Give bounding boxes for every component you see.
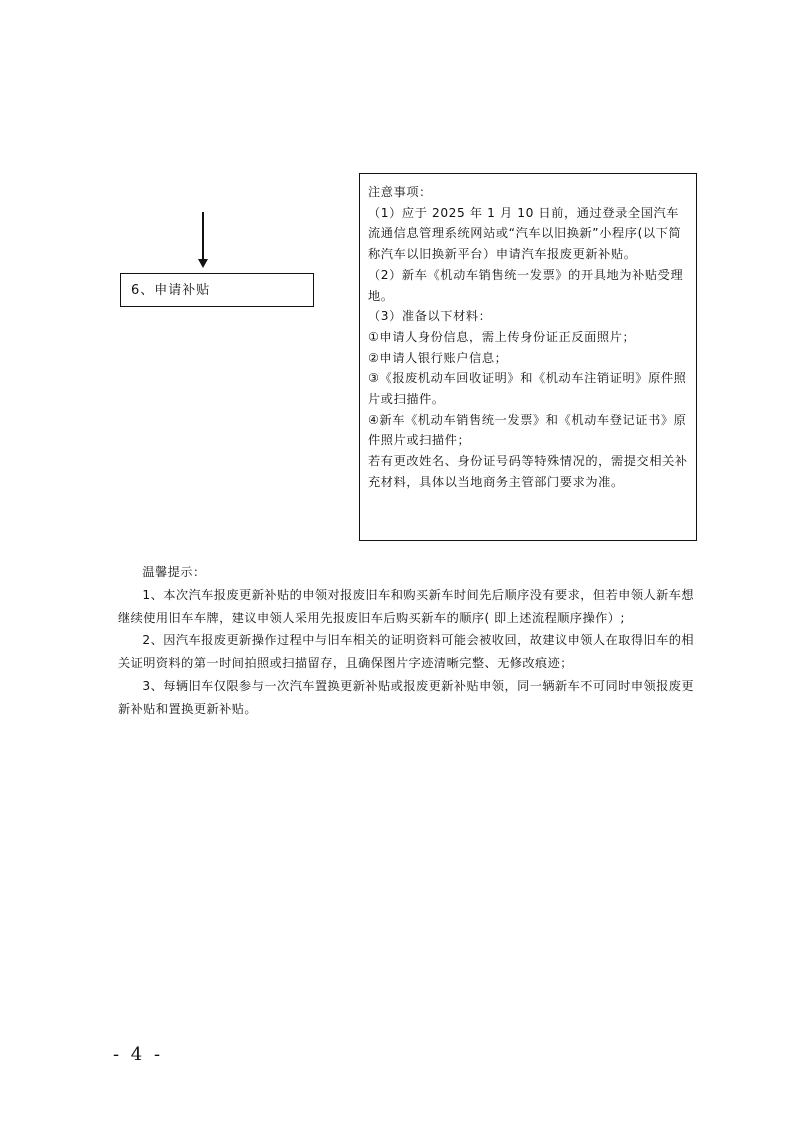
tips-title: 温馨提示：: [142, 565, 206, 579]
flow-arrow-line: [202, 212, 204, 262]
notes-item-2: （2）新车《机动车销售统一发票》的开具地为补贴受理地。: [368, 267, 684, 303]
notes-item-3: （3）准备以下材料：: [368, 309, 492, 324]
flow-step-apply-subsidy: [120, 273, 314, 307]
down-arrow-icon: [198, 259, 208, 268]
notes-title: 注意事项：: [368, 185, 432, 199]
material-item-4: ④新车《机动车销售统一发票》和《机动车登记证书》原件照片或扫描件；: [368, 412, 687, 448]
notes-item-1: （1）应于 2025 年 1 月 10 日前，通过登录全国汽车流通信息管理系统网站或“汽车以旧换新”小程序(以下简称汽车以旧换新平台）申请汽车报废更新补贴。: [368, 205, 682, 262]
tip-item-1: 1、本次汽车报废更新补贴的申领对报废旧车和购买新车时间先后顺序没有要求，但若申领人新车想继续使用旧车车牌，建议申领人采用先报废旧车后购买新车的顺序( 即上述流程顺序操作）;: [118, 587, 695, 625]
material-item-2: ②申请人银行账户信息；: [368, 350, 508, 365]
notes-panel: [359, 173, 697, 541]
tip-item-2: 2、因汽车报废更新操作过程中与旧车相关的证明资料可能会被收回，故建议申领人在取得旧车的相关证明资料的第一时间拍照或扫描留存，且确保图片字迹清晰完整、无修改痕迹；: [118, 633, 695, 671]
material-item-1: ①申请人身份信息，需上传身份证正反面照片；: [368, 329, 636, 344]
material-item-3: ③《报废机动车回收证明》和《机动车注销证明》原件照片或扫描件。: [368, 371, 687, 407]
notes-special-case: 若有更改姓名、身份证号码等特殊情况的，需提交相关补充材料，具体以当地商务主管部门要求为准。: [368, 454, 688, 489]
tips-section: [118, 561, 696, 721]
tip-item-3: 3、每辆旧车仅限参与一次汽车置换更新补贴或报废更新补贴申领，同一辆新车不可同时申领报废更新补贴和置换更新补贴。: [118, 678, 695, 716]
page-number: - 4 -: [113, 1044, 164, 1065]
flow-step-label: 6、申请补贴: [131, 283, 211, 298]
